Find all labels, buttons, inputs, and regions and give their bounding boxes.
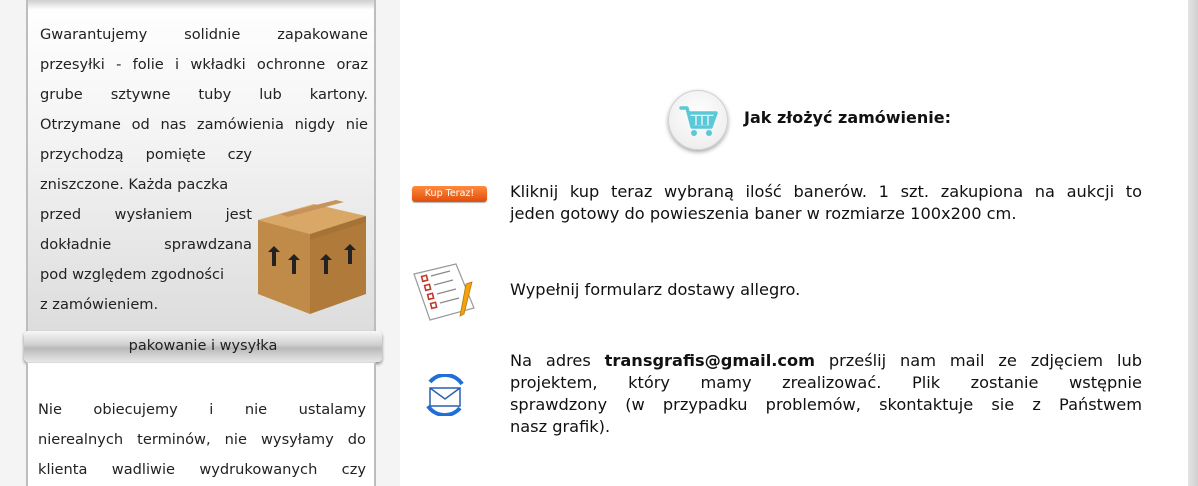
paragraph-line: grube sztywne tuby lub kartony. bbox=[40, 86, 368, 103]
paragraph-line: klienta wadliwie wydrukowanych czy bbox=[38, 461, 366, 478]
paragraph-line: dokładnie sprawdzana bbox=[40, 236, 252, 253]
order-instructions-title: Jak złożyć zamówienie: bbox=[744, 108, 952, 127]
cart-badge bbox=[668, 90, 728, 150]
step-text-prefix: Na adres bbox=[510, 351, 605, 370]
paragraph-line: pod względem zgodności bbox=[40, 266, 225, 283]
paragraph-line: Nie obiecujemy i nie ustalamy bbox=[38, 401, 366, 418]
right-border bbox=[1188, 0, 1198, 486]
paragraph-line: przesyłki - folie i wkładki ochronne oraz bbox=[40, 56, 368, 73]
shopping-cart-icon bbox=[679, 103, 719, 139]
cardboard-box-icon bbox=[252, 190, 370, 316]
step-buy-now bbox=[510, 181, 1142, 225]
paragraph-line: z zamówieniem. bbox=[40, 296, 159, 313]
deadlines-paragraph bbox=[38, 395, 366, 485]
paragraph-line: Otrzymane od nas zamówienia nigdy nie bbox=[40, 116, 368, 133]
main-content bbox=[400, 0, 1188, 486]
step-send-email bbox=[510, 350, 1142, 438]
paragraph-line: zniszczone. Każda paczka bbox=[40, 176, 229, 193]
step-text-suffix: prześlij nam mail ze zdjęciem lub bbox=[814, 351, 1142, 370]
step-line: jeden gotowy do powieszenia baner w rozmiarze 100x200 cm. bbox=[510, 204, 1017, 223]
paragraph-line: nierealnych terminów, nie wysyłamy do bbox=[38, 431, 366, 448]
step-line: nasz grafik). bbox=[510, 417, 611, 436]
paragraph-line: przychodzą pomięte czy bbox=[40, 146, 252, 163]
step-line: Kliknij kup teraz wybraną ilość banerów. 1 szt. zakupiona na aukcji to bbox=[510, 182, 1142, 201]
contact-email: transgrafis@gmail.com bbox=[604, 351, 815, 370]
checklist-form-icon bbox=[410, 262, 480, 324]
section-bar-packaging-shipping: pakowanie i wysyłka bbox=[24, 331, 382, 362]
paragraph-line: przed wysłaniem jest bbox=[40, 206, 252, 223]
step-line: projektem, który mamy zrealizować. Plik zostanie wstępnie bbox=[510, 373, 1142, 392]
paragraph-line: Gwarantujemy solidnie zapakowane bbox=[40, 26, 368, 43]
step-line: sprawdzony (w przypadku problemów, skontaktuje sie z Państwem bbox=[510, 395, 1142, 414]
email-envelope-icon bbox=[422, 374, 468, 416]
kup-teraz-button[interactable]: Kup Teraz! bbox=[412, 186, 487, 202]
step-fill-form: Wypełnij formularz dostawy allegro. bbox=[510, 280, 801, 299]
step-line bbox=[510, 350, 1142, 372]
left-sidebar bbox=[0, 0, 400, 486]
